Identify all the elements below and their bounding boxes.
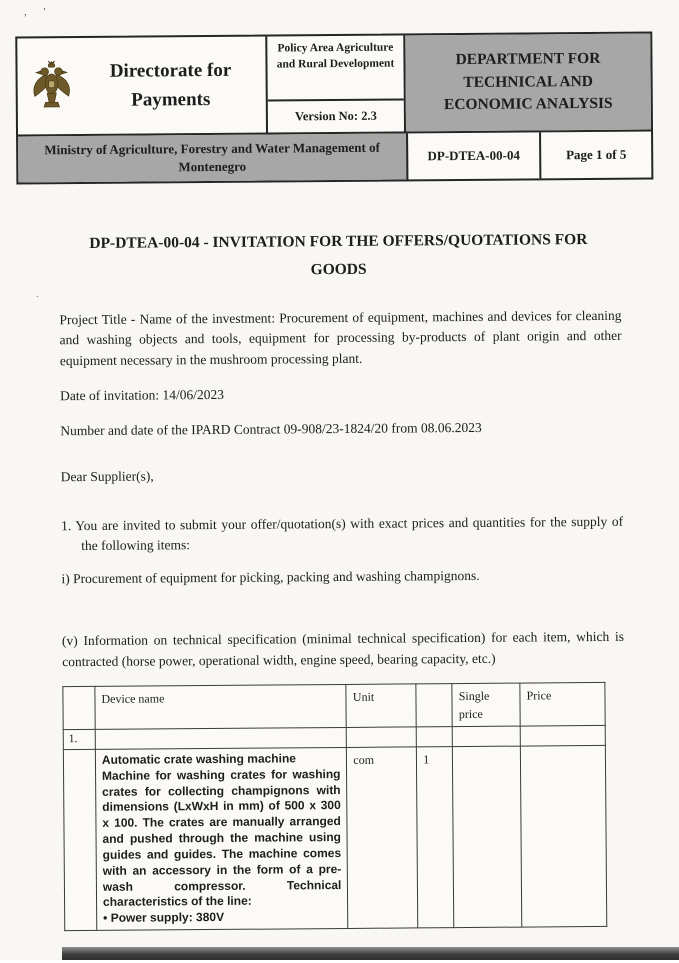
item-number: 1. <box>63 729 95 750</box>
scan-noise-marks: , ' <box>24 6 53 18</box>
header-single-price: Single price <box>452 683 520 727</box>
organization-name: Directorate for Payments <box>109 59 232 111</box>
policy-area-label: Policy Area Agriculture and Rural Development <box>267 35 404 101</box>
header-cell-organization <box>17 37 268 135</box>
page-number-info: Page 1 of 5 <box>565 146 627 163</box>
header-device-name: Device name <box>95 684 347 729</box>
items-table-header-row <box>63 682 605 729</box>
document-code: DP-DTEA-00-04 <box>408 132 541 179</box>
montenegro-coat-of-arms-icon <box>25 59 77 113</box>
department-name: DEPARTMENT FOR TECHNICAL AND ECONOMIC ANALYSIS <box>405 34 651 132</box>
version-label: Version No: 2.3 <box>294 108 377 124</box>
document-body <box>59 306 626 932</box>
scan-noise-dot: . <box>36 288 39 300</box>
device-bullet: • Power supply: 380V <box>103 910 225 926</box>
header-num-cell <box>63 686 95 729</box>
header-row-2 <box>18 130 651 183</box>
paragraph-item-1: 1. You are invited to submit your offer/quotation(s) with exact prices and quantities for the supply of the following items: <box>61 513 624 553</box>
price-value <box>520 745 606 927</box>
single-price-value <box>453 746 522 928</box>
device-title: Automatic crate washing machine <box>101 751 297 767</box>
paragraph-item-v: (v) Information on technical specification (minimal technical specification) for each item, which is contracted (horse power, operational width, engine speed, bearing capacity, etc.) <box>61 629 625 669</box>
items-table <box>62 682 607 932</box>
scan-edge-artifact <box>62 947 679 960</box>
paragraph-project-title: Project Title - Name of the investment: Procurement of equipment, machines and devices for cleaning and washing objects and tools, equipment for processing by-products of plant origin and other equipment necessary in the mushroom processing plant. <box>59 307 622 368</box>
header-qty-cell <box>416 683 452 726</box>
ministry-name: Ministry of Agriculture, Forestry and Water Management of Montenegro <box>18 133 408 182</box>
paragraph-contract-number: Number and date of the IPARD Contract 09-908/23-1824/20 from 08.06.2023 <box>60 419 482 439</box>
item-description-row <box>63 745 606 930</box>
paragraph-item-i: i) Procurement of equipment for picking, packing and washing champignons. <box>61 567 480 587</box>
document-title: DP-DTEA-00-04 - INVITATION FOR THE OFFERS/QUOTATIONS FOR GOODS <box>89 231 588 279</box>
device-description-cell <box>95 747 348 930</box>
unit-value: com <box>347 747 418 929</box>
header-row-1 <box>17 34 651 135</box>
paragraph-invitation-date: Date of invitation: 14/06/2023 <box>60 386 224 403</box>
header-unit: Unit <box>346 684 416 728</box>
paragraph-salutation: Dear Supplier(s), <box>60 468 154 485</box>
device-description: Machine for washing crates for washing crates for collecting champignons with dimensions (LxWxH in mm) of 500 x 300 x 100. The crates are manually arranged and pushed through the machine using guides and guides. The machine comes with an accessory in the form of a pre-wash compressor. Technical characteristics of the line: <box>101 766 342 910</box>
header-cell-policy <box>267 35 406 132</box>
header-price: Price <box>520 682 605 726</box>
document-header-table <box>15 32 653 185</box>
quantity-value: 1 <box>417 747 454 928</box>
